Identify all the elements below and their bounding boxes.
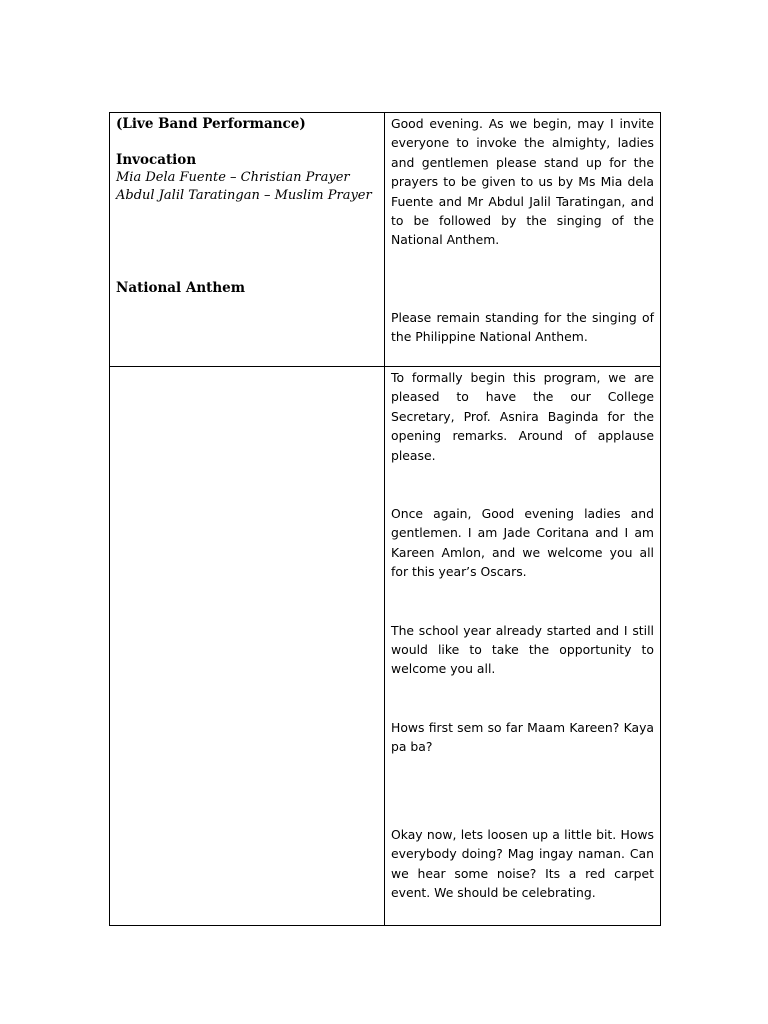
- prayer-christian: Mia Dela Fuente – Christian Prayer: [116, 170, 350, 185]
- script-cell: [385, 113, 661, 367]
- cue-cell-empty: [110, 367, 385, 926]
- script-paragraph: The school year already started and I still would like to take the opportunity to welcome you all.: [391, 622, 654, 677]
- prayer-muslim: Abdul Jalil Taratingan – Muslim Prayer: [116, 188, 372, 203]
- script-paragraph: Please remain standing for the singing of the Philippine National Anthem.: [391, 309, 654, 345]
- cue-cell: [110, 113, 385, 367]
- program-script-table: [109, 112, 661, 926]
- script-paragraph: Good evening. As we begin, may I invite everyone to invoke the almighty, ladies and gentlemen please stand up for the prayers to be given to us by Ms Mia dela Fuente and Mr Abdul Jalil Taratingan, and to be followed by the singing of the National Anthem.: [391, 116, 654, 248]
- script-paragraph: Hows first sem so far Maam Kareen? Kaya pa ba?: [391, 719, 654, 755]
- performance-cue: (Live Band Performance): [116, 116, 306, 132]
- table-row: [110, 367, 661, 926]
- script-paragraph: Once again, Good evening ladies and gentlemen. I am Jade Coritana and I am Kareen Amlon, and we welcome you all for this year’s Oscars.: [391, 506, 654, 580]
- script-cell: [385, 367, 661, 926]
- invocation-heading: Invocation: [116, 152, 197, 168]
- script-paragraph: Okay now, lets loosen up a little bit. Hows everybody doing? Mag ingay naman. Can we hear some noise? Its a red carpet event. We should be celebrating.: [391, 826, 654, 900]
- national-anthem-heading: National Anthem: [116, 280, 246, 296]
- script-paragraph: To formally begin this program, we are pleased to have the our College Secretary, Prof. Asnira Baginda for the opening remarks. Around of applause please.: [391, 370, 654, 463]
- table-row: [110, 113, 661, 367]
